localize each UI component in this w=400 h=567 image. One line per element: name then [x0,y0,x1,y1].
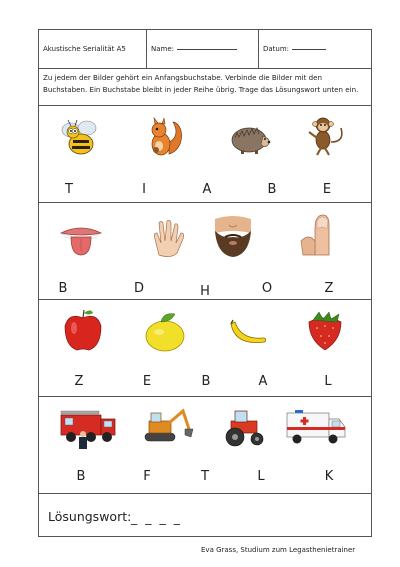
hand-icon [143,215,191,261]
excavator-icon [139,403,197,449]
apple-icon [59,306,107,352]
name-label: Name: [151,45,175,53]
letter-r2-5: Z [324,281,334,296]
letter-r3-4: A [258,374,268,389]
letter-r2-1: B [58,281,68,296]
solution-blanks[interactable]: _ _ _ _ [131,510,182,525]
picture-row-1 [39,106,371,203]
date-blank [292,48,326,50]
letter-r3-5: L [324,374,332,389]
instruction-line-2: Buchstaben. Ein Buchstabe bleibt in jeder Reihe übrig. Trage das Lösungswort unten ein. [43,85,359,94]
letter-r1-3: A [202,182,212,197]
picture-row-2 [39,203,371,300]
letter-r1-1: T [65,182,73,197]
letter-r1-4: B [267,182,277,197]
instructions [39,68,371,106]
date-label: Datum: [263,45,290,53]
solution-label: Lösungswort: [48,509,132,524]
lemon-icon [141,310,189,356]
letter-r3-1: Z [74,374,84,389]
picture-row-3 [39,300,371,397]
tongue-icon [57,215,105,261]
worksheet-title: Akustische Serialität A5 [39,30,147,68]
letter-r2-3: H [200,284,210,299]
solution-row [39,500,371,536]
fire-truck-icon [59,405,117,451]
name-blank [177,48,237,50]
thumb-icon [295,211,343,257]
author-credit: Eva Grass, Studium zum Legasthenietrainer [201,546,356,554]
letter-r4-5: K [324,469,334,484]
letter-r4-2: F [143,469,151,484]
date-field [259,30,371,68]
squirrel-icon [139,114,187,160]
letter-r1-5: E [322,182,332,197]
beard-icon [209,213,257,259]
bee-icon [55,114,103,160]
banana-icon [225,310,273,356]
name-field [147,30,259,68]
worksheet [38,29,372,537]
monkey-icon [301,112,349,158]
letter-r2-2: D [133,281,144,296]
header-row [39,30,371,69]
letter-r4-3: T [201,469,209,484]
letter-r4-1: B [76,469,86,484]
strawberry-icon [301,308,349,354]
letter-r4-4: L [257,469,265,484]
ambulance-icon [285,405,347,451]
letter-r3-2: E [142,374,152,389]
letter-r3-3: B [201,374,211,389]
letter-r1-2: I [142,182,146,197]
letter-r2-4: O [261,281,273,296]
tractor-icon [221,405,269,451]
instruction-line-1: Zu jedem der Bilder gehört ein Anfangsbuchstabe. Verbinde die Bilder mit den [43,73,322,82]
picture-row-4 [39,397,371,494]
hedgehog-icon [227,116,275,162]
